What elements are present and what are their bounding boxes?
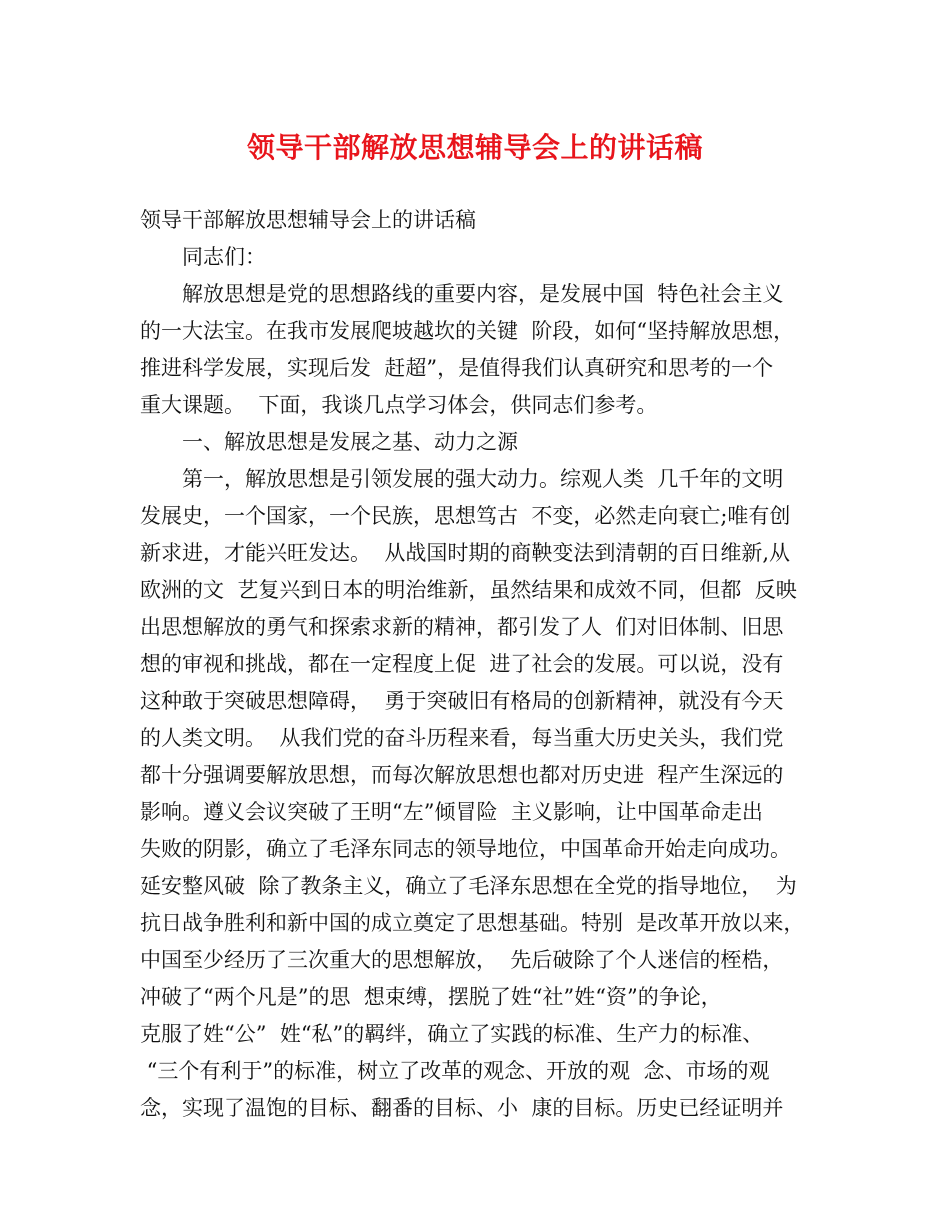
body-line: 克服了姓“公” 姓“私”的羁绊，确立了实践的标准、生产力的标准、	[140, 1022, 764, 1046]
body-line: 发展史，一个国家，一个民族，思想笃古 不变，必然走向衰亡;唯有创	[140, 504, 791, 528]
body-line: 失败的阴影，确立了毛泽东同志的领导地位，中国革命开始走向成功。	[140, 837, 791, 861]
body-line: 第一，解放思想是引领发展的强大动力。综观人类 几千年的文明	[140, 467, 784, 491]
body-line: 的一大法宝。在我市发展爬坡越坎的关键 阶段，如何“坚持解放思想，	[140, 319, 795, 343]
document-body	[140, 202, 840, 1127]
body-line: 想的审视和挑战，都在一定程度上促 进了社会的发展。可以说，没有	[140, 652, 784, 676]
body-line: “三个有利于”的标准，树立了改革的观念、开放的观 念、市场的观	[140, 1059, 770, 1083]
body-line: 延安整风破 除了教条主义，确立了毛泽东思想在全党的指导地位， 为	[140, 874, 797, 898]
body-line: 的人类文明。 从我们党的奋斗历程来看，每当重大历史关头，我们党	[140, 726, 784, 750]
body-line: 冲破了“两个凡是”的思 想束缚，摆脱了姓“社”姓“资”的争论，	[140, 985, 722, 1009]
body-line: 解放思想是党的思想路线的重要内容，是发展中国 特色社会主义	[140, 282, 784, 306]
body-line: 这种敢于突破思想障碍， 勇于突破旧有格局的创新精神，就没有今天	[140, 689, 784, 713]
body-line: 念，实现了温饱的目标、翻番的目标、小 康的目标。历史已经证明并	[140, 1096, 784, 1120]
body-line: 抗日战争胜利和新中国的成立奠定了思想基础。特别 是改革开放以来，	[140, 911, 805, 935]
document-title: 领导干部解放思想辅导会上的讲话稿	[246, 131, 703, 164]
body-line: 同志们：	[140, 245, 266, 269]
body-line: 一、解放思想是发展之基、动力之源	[140, 430, 518, 454]
body-line: 出思想解放的勇气和探索求新的精神，都引发了人 们对旧体制、旧思	[140, 615, 784, 639]
body-line: 新求进，才能兴旺发达。 从战国时期的商鞅变法到清朝的百日维新,从	[140, 541, 791, 565]
body-line: 影响。遵义会议突破了王明“左”倾冒险 主义影响，让中国革命走出	[140, 800, 763, 824]
body-line: 欧洲的文 艺复兴到日本的明治维新，虽然结果和成效不同，但都 反映	[140, 578, 797, 602]
body-line: 推进科学发展，实现后发 赶超”，是值得我们认真研究和思考的一个	[140, 356, 774, 380]
body-line: 领导干部解放思想辅导会上的讲话稿	[140, 208, 476, 232]
body-line: 都十分强调要解放思想，而每次解放思想也都对历史进 程产生深远的	[140, 763, 784, 787]
body-line: 中国至少经历了三次重大的思想解放， 先后破除了个人迷信的桎梏，	[140, 948, 784, 972]
body-line: 重大课题。 下面，我谈几点学习体会，供同志们参考。	[140, 393, 658, 417]
